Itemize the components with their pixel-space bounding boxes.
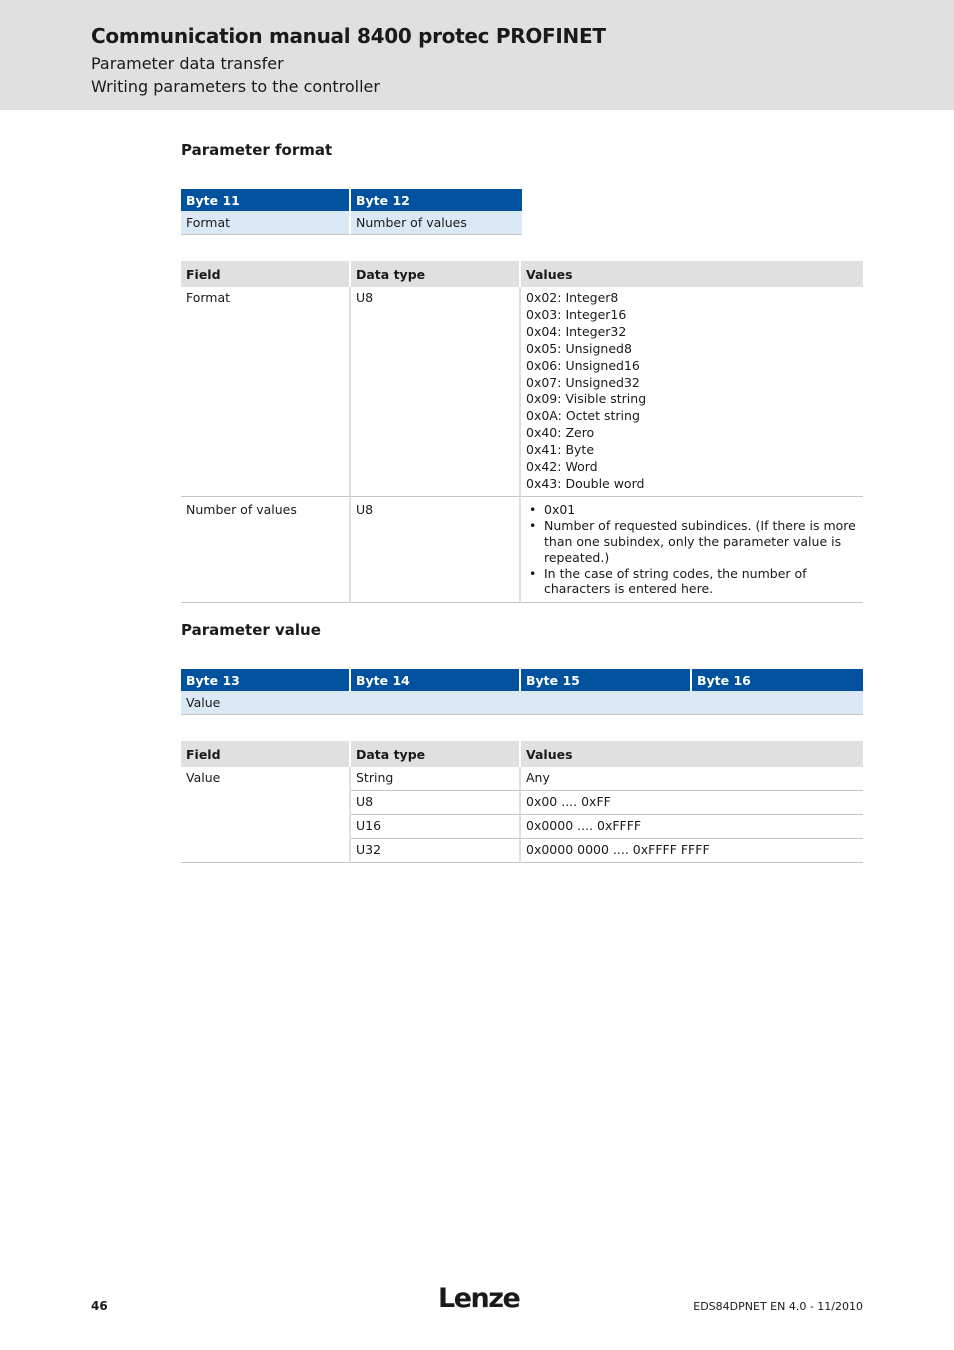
value-line: 0x03: Integer16	[526, 306, 627, 322]
field-cell: Value	[181, 767, 351, 863]
bullet-item: • 0x01	[544, 502, 858, 518]
value-line: 0x43: Double word	[526, 475, 645, 491]
value-line: 0x04: Integer32	[526, 323, 627, 339]
page-number: 46	[91, 1299, 108, 1313]
document-title: Communication manual 8400 protec PROFINET	[91, 24, 606, 48]
value-line: 0x06: Unsigned16	[526, 357, 640, 373]
value-field-table	[181, 741, 863, 863]
column-header-values: Values	[521, 741, 863, 767]
parameter-format-heading: Parameter format	[181, 141, 333, 159]
bullet-item: • In the case of string codes, the number of characters is entered here.	[544, 566, 858, 598]
column-header-data-type: Data type	[351, 261, 521, 287]
values-bullet-list	[526, 502, 858, 597]
table-row	[181, 767, 863, 791]
value-line: 0x05: Unsigned8	[526, 340, 632, 356]
values-cell: 0x0000 .... 0xFFFF	[521, 815, 863, 839]
column-header-field: Field	[181, 741, 351, 767]
column-header-data-type: Data type	[351, 741, 521, 767]
table-row	[181, 497, 863, 603]
data-type-cell: U8	[351, 497, 521, 603]
data-type-cell: U8	[351, 287, 521, 497]
byte-header: Byte 12	[351, 189, 522, 211]
value-line: 0x07: Unsigned32	[526, 374, 640, 390]
document-reference: EDS84DPNET EN 4.0 - 11/2010	[693, 1300, 863, 1313]
section-title: Writing parameters to the controller	[91, 77, 380, 96]
page-header	[0, 0, 954, 110]
bullet-item: • Number of requested subindices. (If there is more than one subindex, only the parameter value is repeated.)	[544, 518, 858, 565]
byte-value: Format	[181, 211, 351, 235]
value-line: 0x09: Visible string	[526, 391, 647, 407]
byte-header: Byte 16	[692, 669, 863, 691]
field-cell: Number of values	[181, 497, 351, 603]
lenze-logo: Lenze	[438, 1283, 520, 1314]
byte-header: Byte 13	[181, 669, 351, 691]
byte-header: Byte 11	[181, 189, 351, 211]
format-byte-table	[181, 189, 522, 235]
values-cell	[521, 287, 863, 497]
format-field-table	[181, 261, 863, 603]
values-cell: 0x00 .... 0xFF	[521, 791, 863, 815]
data-type-cell: String	[351, 767, 521, 791]
value-byte-table	[181, 669, 863, 715]
values-cell: Any	[521, 767, 863, 791]
value-line: 0x42: Word	[526, 459, 598, 475]
parameter-value-heading: Parameter value	[181, 621, 321, 639]
values-cell	[521, 497, 863, 603]
byte-header: Byte 14	[351, 669, 521, 691]
data-type-cell: U8	[351, 791, 521, 815]
byte-value: Number of values	[351, 211, 522, 235]
column-header-values: Values	[521, 261, 863, 287]
value-line: 0x40: Zero	[526, 425, 595, 441]
values-cell: 0x0000 0000 .... 0xFFFF FFFF	[521, 839, 863, 863]
byte-header: Byte 15	[521, 669, 692, 691]
table-row	[181, 287, 863, 497]
column-header-field: Field	[181, 261, 351, 287]
value-line: 0x02: Integer8	[526, 290, 619, 305]
chapter-title: Parameter data transfer	[91, 54, 284, 73]
data-type-cell: U32	[351, 839, 521, 863]
value-line: 0x0A: Octet string	[526, 408, 640, 424]
field-cell: Format	[181, 287, 351, 497]
data-type-cell: U16	[351, 815, 521, 839]
byte-value: Value	[181, 691, 863, 715]
value-line: 0x41: Byte	[526, 442, 595, 458]
